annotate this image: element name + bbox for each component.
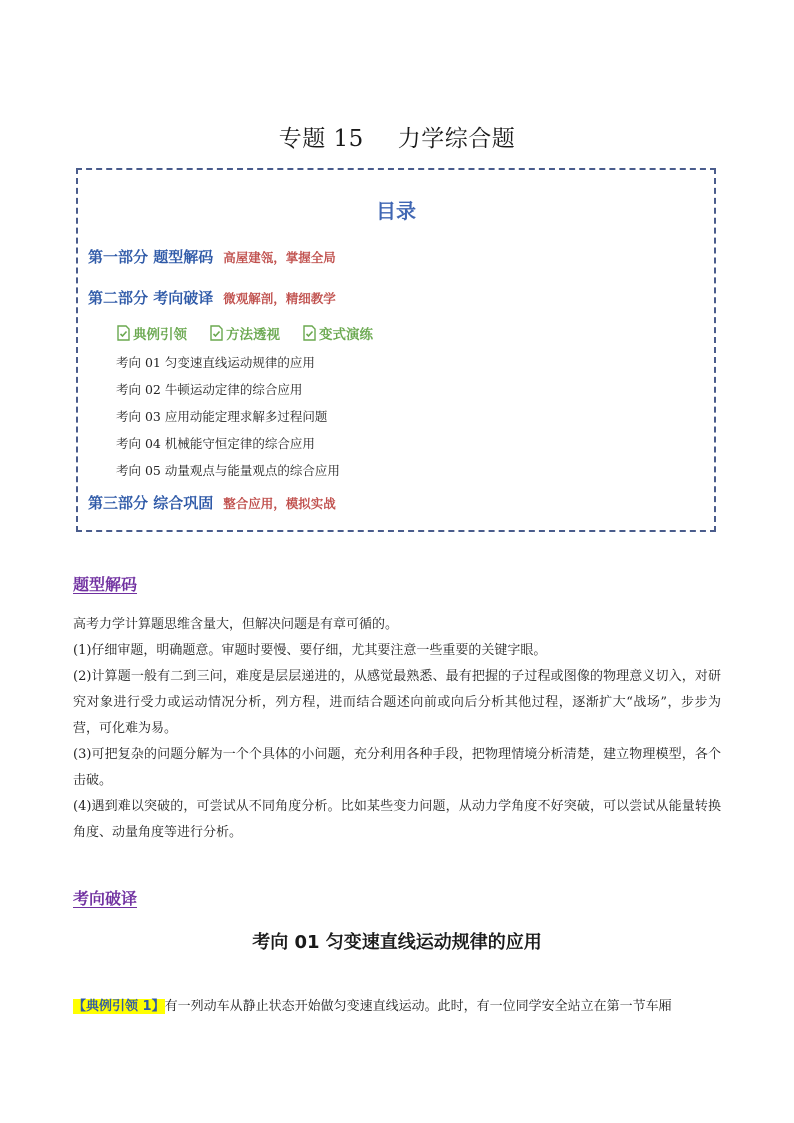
toc-part-label: 第一部分 题型解码 — [88, 248, 214, 266]
tag-practice[interactable] — [302, 323, 373, 343]
example-label: 【典例引领 1】 — [73, 999, 165, 1014]
title-topic-number: 专题 15 — [278, 126, 364, 152]
toc-part-label: 第三部分 综合巩固 — [88, 494, 214, 512]
toc-part-note: 微观解剖，精细教学 — [223, 291, 336, 306]
toc-part-1[interactable] — [88, 246, 336, 267]
toc-tags — [116, 323, 373, 343]
tag-label: 变式演练 — [319, 327, 373, 343]
document-check-icon — [116, 325, 131, 341]
toc-part-note: 高屋建瓴，掌握全局 — [223, 250, 336, 265]
tag-example[interactable] — [116, 323, 187, 343]
document-check-icon — [209, 325, 224, 341]
paragraph: (2)计算题一般有二到三问，难度是层层递进的，从感觉最熟悉、最有把握的子过程或图像的物理意义切入，对研究对象进行受力或运动情况分析，列方程，进而结合题述向前或向后分析其他过程，逐渐扩大“战场”，步步为营，可化难为易。 — [73, 669, 721, 736]
toc-item-02[interactable]: 考向 02 牛顿运动定律的综合应用 — [116, 382, 303, 397]
toc-part-label: 第二部分 考向破译 — [88, 289, 214, 307]
toc-part-2[interactable] — [88, 287, 336, 308]
toc-item-05[interactable]: 考向 05 动量观点与能量观点的综合应用 — [116, 463, 340, 478]
tag-method[interactable] — [209, 323, 280, 343]
section-heading-decode: 题型解码 — [73, 575, 138, 594]
tag-label: 方法透视 — [226, 327, 280, 343]
toc-item-01[interactable]: 考向 01 匀变速直线运动规律的应用 — [116, 355, 315, 370]
section-heading-analysis: 考向破译 — [73, 889, 138, 908]
section-body — [73, 612, 721, 846]
example-line — [73, 995, 733, 1014]
topic-subtitle: 考向 01 匀变速直线运动规律的应用 — [252, 932, 542, 953]
document-check-icon — [302, 325, 317, 341]
toc-heading: 目录 — [376, 199, 416, 223]
example-text: 有一列动车从静止状态开始做匀变速直线运动。此时，有一位同学安全站立在第一节车厢 — [164, 999, 672, 1014]
tag-label: 典例引领 — [133, 327, 187, 343]
document-title — [0, 120, 794, 153]
toc-part-note: 整合应用，模拟实战 — [223, 496, 336, 511]
toc-item-04[interactable]: 考向 04 机械能守恒定律的综合应用 — [116, 436, 315, 451]
title-topic-name: 力学综合题 — [397, 126, 516, 152]
toc-part-3[interactable] — [88, 492, 336, 513]
paragraph: 高考力学计算题思维含量大，但解决问题是有章可循的。 — [73, 617, 399, 632]
paragraph: (4)遇到难以突破的，可尝试从不同角度分析。比如某些变力问题，从动力学角度不好突破，可以尝试从能量转换角度、动量角度等进行分析。 — [73, 799, 721, 840]
table-of-contents — [76, 168, 716, 532]
paragraph: (1)仔细审题，明确题意。审题时要慢、要仔细，尤其要注意一些重要的关键字眼。 — [73, 643, 547, 658]
paragraph: (3)可把复杂的问题分解为一个个具体的小问题，充分利用各种手段，把物理情境分析清楚，建立物理模型，各个击破。 — [73, 747, 721, 788]
toc-item-03[interactable]: 考向 03 应用动能定理求解多过程问题 — [116, 409, 328, 424]
